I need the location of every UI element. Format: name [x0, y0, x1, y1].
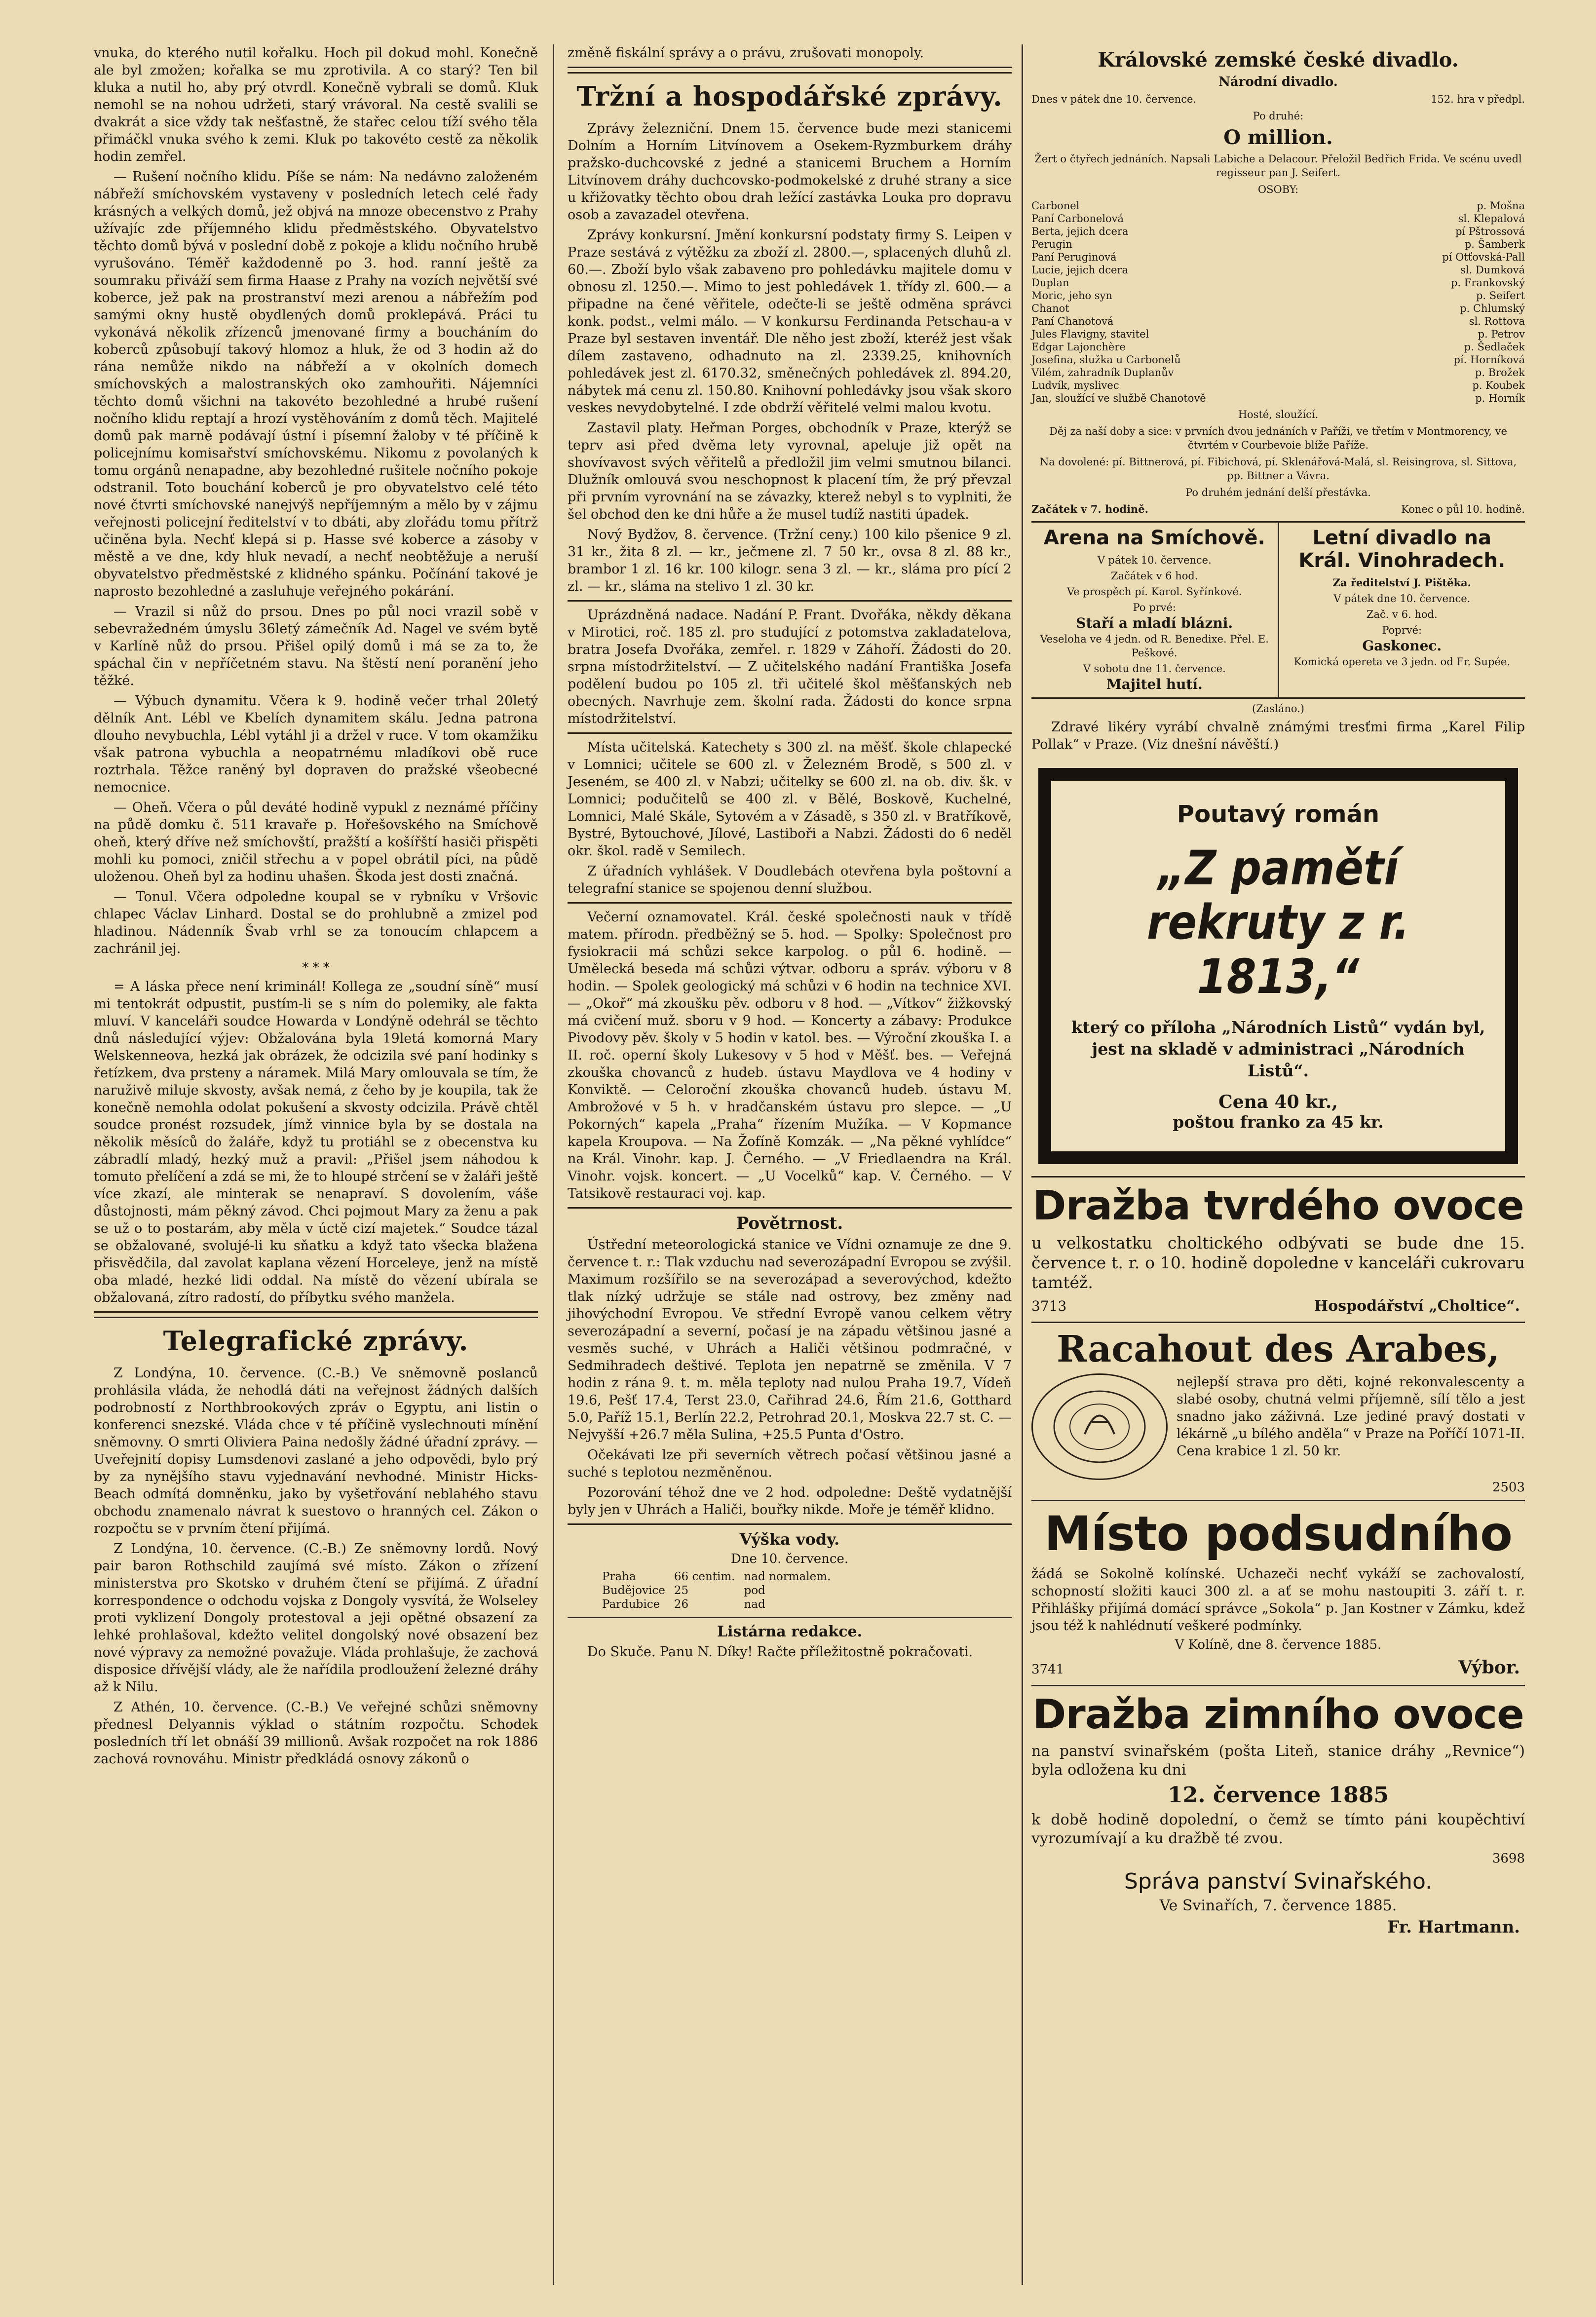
- water-table: [597, 1569, 836, 1612]
- evening-announcements: Večerní oznamovatel. Král. české společnosti nauk v třídě matem. přírodn. předběžný se 5. hod. — Spolky: Společnost pro fysiokracii má schůzi sekce karpolog. o půl 6. hodině. — Umělecká beseda má schůzi výtvar. odboru a správ. výboru v 8 hodin. — Spolek geologický má schůzi v 6 hodin na technice XVI. — „Okoř“ má zkoušku pěv. odboru v 8 hod. — „Vítkov“ žižkovský má cvičení muž. sboru v 9 hod. — Koncerty a zábavy: Produkce Pivodovy pěv. školy v 5 hodin v katol. bes. — Výroční zkouška I. a II. roč. operní školy Lukesovy v 5 hod v Měšť. bes. — Veřejná zkouška chovanců z hudeb. ústavu Maydlova ve 4 hodiny v Konviktě. — Celoroční zkouška chovanců hudeb. ústavu M. Ambrožové v 5 h. v hradčanském ústavu pro slepce. — „U Pokorných“ kapela „Praha“ řízením Mužíka. — V Kopmance kapela Kroupova. — Na Žofíně Komzák. — „Na pěkné vyhlídce“ na Král. Vinohr. kap. J. Černého. — „V Friedlaendra na Král. Vinohr. vojsk. koncert. — „U Vocelků“ kap. V. Černého. — V Tatsikově restauraci voj. kap.: [568, 910, 1012, 1201]
- telegraph-london-2: Z Londýna, 10. července. (C.-B.) Ze sněmovny lordů. Nový pair baron Rothschild zaujímá své místo. Zákon o zřízení ministerstva pro Skotsko v druhém čtení se přijímá. Z úřadní korrespondence o odchodu vojska z Dongoly vysvítá, že Wolseley proti vyklizení Dongoly protestoval a jeji opětné obsazení za lehké prohlašoval, kdežto velitel dongolský nové obsazení bez nové výpravy za nemožné považuje. Vláda prohlašuje, že zachová disposice dřívější vlády, ale že nařídila prodloužení železné dráhy až k Nilu.: [94, 1541, 538, 1695]
- fruit-auction-footer: [1031, 1295, 1525, 1317]
- cast-role: Paní Peruginová: [1031, 251, 1117, 263]
- letni-line: V pátek dne 10. července.: [1333, 593, 1471, 605]
- list-item: [1031, 264, 1525, 276]
- column-middle: [568, 44, 1012, 1664]
- list-item: [1031, 289, 1525, 302]
- weather-title: Povětrnost.: [736, 1214, 843, 1233]
- cast-actor: p. Šedlaček: [1464, 341, 1525, 353]
- theatre-intermission: Po druhém jednání delší přestávka.: [1185, 487, 1371, 498]
- letters-text: Do Skuče. Panu N. Díky! Račte příležitostně pokračovati.: [587, 1644, 973, 1660]
- theatre-cast-title: OSOBY:: [1257, 184, 1299, 195]
- column-left: [94, 44, 538, 1771]
- cellar-ad-footer: [1031, 1655, 1525, 1680]
- rule: [568, 600, 1012, 602]
- ad-number: 3741: [1031, 1662, 1064, 1677]
- cellar-ad-title: Místo podsudního: [1044, 1506, 1512, 1561]
- list-item: [1031, 341, 1525, 353]
- cellar-ad-place: V Kolíně, dne 8. července 1885.: [1175, 1637, 1382, 1652]
- theatre-premiere: Po druhé:: [1253, 110, 1304, 122]
- newspaper-page: [94, 44, 1525, 2285]
- winter-auction-signature: Fr. Hartmann.: [1387, 1917, 1520, 1937]
- theatre-start: Začátek v 7. hodině.: [1031, 503, 1148, 515]
- water-date: Dne 10. července.: [730, 1552, 849, 1566]
- weather-forecast: Očekávati lze při severních větrech počasí většinou jasné a suché s teplotou nezměněnou.: [568, 1447, 1012, 1480]
- water-value: 25: [674, 1584, 689, 1597]
- article-knife: — Vrazil si nůž do prsou. Dnes po půl noci vrazil sobě v sebevražedném úmyslu 36letý zámečník Ad. Nagel ve svém bytě v Karlíně nůž do prsou. Přišel opilý domů i má se za to, že spáchal čin v nepříčetném stavu. Na štěstí není poranění jeho těžké.: [94, 604, 538, 688]
- telegraph-athens: Z Athén, 10. července. (C.-B.) Ve veřejné schůzi sněmovny přednesl Delyannis výklad o státním rozpočtu. Schodek posledních tří let obnáší 39 millionů. Avšak rozpočet na rok 1886 zachová rovnováhu. Ministr předkládá osnovy zákonů o: [94, 1700, 538, 1767]
- water-place: Budějovice: [602, 1584, 665, 1597]
- telegraph-title: Telegrafické zprávy.: [163, 1325, 469, 1357]
- arena-play: Majitel hutí.: [1106, 676, 1203, 692]
- theatre-subtitle: Národní divadlo.: [1218, 75, 1338, 89]
- cast-actor: sl. Klepalová: [1458, 213, 1525, 225]
- theatre-leave: Na dovolené: pí. Bittnerová, pí. Fibichová, pí. Sklenářová-Malá, sl. Reisingrova, sl. Sittova, pp. Bittner a Vávra.: [1039, 456, 1517, 482]
- theatre-title: Královské zemské české divadlo.: [1098, 48, 1459, 72]
- cellar-ad-text: žádá se Sokolně kolínské. Uchazeči nechť vykáží se zachovalostí, schopností složiti kauci 300 zl. a ať se mohu nastoupiti 3. září t. r. Přihlášky přijímá domácí správce „Sokola“ p. Jan Kostner v Zámku, kdež jsou též k nahlédnutí veškeré podmínky.: [1031, 1566, 1525, 1633]
- article-drowning: — Tonul. Včera odpoledne koupal se v rybníku v Vršovic chlapec Václav Linhard. Dostal se do prohlubně a zmizel pod hladinou. Nádenník Švab vrhl se za tonoucím chlapcem a zachránil jej.: [94, 889, 538, 956]
- list-item: [1031, 328, 1525, 341]
- column-rule: [1022, 44, 1023, 2285]
- cast-actor: p. Chlumský: [1460, 303, 1525, 314]
- article-dynamite: — Výbuch dynamitu. Včera k 9. hodině večer trhal 20letý dělník Ant. Lébl ve Kbelích dynamitem skálu. Jedna patrona dlouho nevybuchla, Lébl vytáhl ji a držel v ruce. V tom okamžiku však patrona vybuchla a neopatrnému mladíkovi obě ruce roztrhala. Těžce raněný byl dopraven do pražské všeobecné nemocnice.: [94, 693, 538, 795]
- water-note: nad normalem.: [744, 1570, 831, 1583]
- letni-play: Gaskonec.: [1362, 638, 1442, 654]
- water-place: Praha: [602, 1570, 636, 1583]
- cast-role: Perugin: [1031, 238, 1072, 250]
- water-title: Výška vody.: [739, 1530, 840, 1549]
- theatre-number: 152. hra v předpl.: [1431, 93, 1525, 105]
- cast-actor: pí Otťovská-Pall: [1442, 251, 1525, 263]
- market-payments: Zastavil platy. Heřman Porges, obchodník v Praze, kterýž se teprv asi před dvěma lety vyrovnal, apeluje již opět na shovívavost svých věřitelů a předložil jim velmi smutnou bilanci. Dlužník omlouvá svou neschopnost k placení tím, že prý převzal při prvním vyrovnání na se závazky, kterež nebyl s to vyplniti, že šel obchod den ke dni hůře a že musel tudíž nastiti úpadek.: [568, 420, 1012, 522]
- arena-line: Ve prospěch pí. Karol. Syřínkové.: [1067, 586, 1242, 598]
- cast-actor: p. Šamberk: [1464, 238, 1525, 250]
- list-item: [1031, 212, 1525, 225]
- cast-actor: p. Seifert: [1476, 290, 1525, 302]
- teacher-positions: Místa učitelská. Katechety s 300 zl. na měšť. škole chlapecké v Lomnici; učitele se 600 zl. v Železném Brodě, s 500 zl. v Jeseném, se 400 zl. v Nabzi; učitelky se 600 zl. na ob. div. šk. v Lomnici; podučitelů se 400 zl. v Bělé, Boskově, Kuchelné, Lomnici, Malé Skále, Sytovém a v Zásadě, s 350 zl. v Bratříkově, Bystré, Bytouchové, Jílové, Lastiboři a Nabzi. Žádosti do 6 neděl okr. škol. radě v Semilech.: [568, 740, 1012, 859]
- theatre-setting: Děj za naší doby a sice: v prvních dvou jednáních v Paříži, ve třetím v Montmorency, ve čtvrtém v Courbevoie blíže Paříže.: [1049, 425, 1507, 451]
- arena-line: Začátek v 6 hod.: [1110, 570, 1198, 582]
- rule: [568, 732, 1012, 734]
- rule: [568, 1617, 1012, 1618]
- list-item: [1031, 366, 1525, 379]
- fruit-auction-text: u velkostatku choltického odbývati se bude dne 15. července t. r. o 10. hodině dopoledne v kanceláři cukrovaru tamtéž.: [1031, 1233, 1525, 1292]
- arena-play: Staří a mladí blázni.: [1076, 615, 1233, 631]
- cast-role: Berta, jejich dcera: [1031, 226, 1129, 237]
- letni-line: Poprvé:: [1382, 624, 1422, 636]
- arena-line: V pátek 10. července.: [1097, 554, 1212, 566]
- cast-actor: sl. Rottova: [1469, 315, 1525, 327]
- list-item: [1031, 379, 1525, 392]
- theatre-end: Konec o půl 10. hodině.: [1401, 503, 1525, 515]
- letni-line: Komická opereta ve 3 jedn. od Fr. Supée.: [1293, 656, 1510, 668]
- market-bankruptcy: Zprávy konkursní. Jmění konkursní podstaty firmy S. Leipen v Praze sestává z výtěžku za zboží zl. 2800.—, splacených dluhů zl. 60.—. Zboží bylo však zabaveno pro pohledávku majitele domu v obnosu zl. 1250.—. Mimo to jest pohledávek 1. třídy zl. 600.— a připadne na čené věřitele, odečte-li se ještě odměna správci konk. podst., velmi málo. — V konkursu Ferdinanda Petschau-a v Praze byl sestaven inventář. Dle něho jest zboží, kteréž jest však dílem zastaveno, odhadnuto na zl. 2339.25, knihovních pohledávek jest zl. 6170.32, směnečných pohledávek zl. 894.20, nábytek má cenu zl. 150.80. Knihovní pohledávky jsou však skoro veskes nevydobytelné. I zde obdrží věřitelé velmi malou kvotu.: [568, 228, 1012, 416]
- list-item: [1031, 225, 1525, 238]
- article-fire: — Oheň. Včera o půl deváté hodině vypukl z neznámé příčiny na půdě domku č. 511 kravaře p. Hořešovského na Smíchově oheň, který dříve než smíchovští, pražští a košířští hasiči přispěti mohli ku pomoci, zničil střechu a v popel obrátil píci, na půdě uloženou. Oheň byl za hodinu uhašen. Škoda jest dosti značná.: [94, 800, 538, 884]
- cast-role: Edgar Lajonchère: [1031, 341, 1126, 353]
- winter-auction-org: Správa panství Svinařského.: [1124, 1869, 1433, 1894]
- cellar-ad-signature: Výbor.: [1458, 1657, 1520, 1678]
- list-item: [1031, 199, 1525, 212]
- table-row: [598, 1570, 835, 1583]
- cast-actor: p. Mošna: [1477, 200, 1525, 212]
- cast-role: Vilém, zahradník Duplanův: [1031, 367, 1174, 379]
- theatre-guests: Hosté, sloužící.: [1238, 409, 1319, 420]
- theatre-play: O million.: [1223, 126, 1333, 149]
- theatre-dateline: [1031, 92, 1525, 106]
- article-text: změně fiskální správy a o právu, zrušovati monopoly.: [568, 45, 924, 61]
- cast-role: Paní Chanotová: [1031, 315, 1114, 327]
- cast-role: Lucie, jejich dcera: [1031, 264, 1129, 276]
- cast-actor: p. Horník: [1475, 392, 1525, 404]
- cast-actor: pí. Horníková: [1453, 354, 1525, 366]
- racahout-body: [1031, 1373, 1525, 1480]
- letters-title: Listárna redakce.: [717, 1623, 863, 1640]
- fruit-auction-title: Dražba tvrdého ovoce: [1032, 1182, 1524, 1229]
- arena-title: Arena na Smíchově.: [1043, 527, 1265, 549]
- cast-actor: p. Frankovský: [1450, 277, 1525, 289]
- theatre-times: [1031, 502, 1525, 516]
- list-item: [1031, 251, 1525, 264]
- market-railway: Zprávy železniční. Dnem 15. července bude mezi stanicemi Dolním a Horním Litvínovem a Osekem-Ryzmburkem dráhy pražsko-duchcovské z jedné a stanicemi Bruchem a Horním Litvínovem dráhy duchcovsko-podmokelské z druhé strany a sice u křižovatky těchto obou drah ležící zastávka Louka pro dopravu osob a zavazadel otevřena.: [568, 121, 1012, 223]
- market-title: Tržní a hospodářské zprávy.: [576, 80, 1003, 112]
- water-place: Pardubice: [602, 1598, 660, 1611]
- cast-role: Ludvík, myslivec: [1031, 380, 1119, 391]
- cast-actor: pí Pštrossová: [1455, 226, 1525, 237]
- theatre-date: Dnes v pátek dne 10. července.: [1031, 93, 1197, 105]
- winter-auction-place: Ve Svinařích, 7. července 1885.: [1159, 1897, 1397, 1914]
- rule: [568, 902, 1012, 904]
- cast-role: Duplan: [1031, 277, 1069, 289]
- novel-ad-title: „Z pamětí rekruty z r. 1813,“: [1146, 840, 1410, 1004]
- market-prices: Nový Bydžov, 8. července. (Tržní ceny.) 100 kilo pšenice 9 zl. 31 kr., žita 8 zl. — kr., ječmene zl. 7 50 kr., ovsa 8 zl. 88 kr., brambor 1 zl. 16 kr. 100 kilogr. sena 3 zl. — kr., sláma pro pící 2 zl. — kr., sláma na stelivo 1 zl. 30 kr.: [568, 527, 1012, 594]
- rule: [568, 1523, 1012, 1525]
- arena-box: [1031, 523, 1278, 697]
- section-rule: [568, 67, 1012, 74]
- cast-actor: p. Koubek: [1472, 380, 1525, 391]
- list-item: [1031, 315, 1525, 328]
- cast-role: Chanot: [1031, 303, 1069, 314]
- list-item: [1031, 392, 1525, 405]
- novel-ad: [1038, 768, 1518, 1164]
- ad-number: 2503: [1492, 1480, 1525, 1495]
- novel-ad-price: Cena 40 kr.,: [1218, 1092, 1338, 1112]
- racahout-text: nejlepší strava pro děti, kojné rekonvalescenty a slabé osoby, chutná velmi příjemně, sílí tělo a jest snadno jako záživná. Lze jediné pravý dostati v lékárně „u bílého anděla“ v Praze na Poříčí 1071-II. Cena krabice 1 zl. 50 kr.: [1177, 1374, 1525, 1459]
- water-note: pod: [744, 1584, 765, 1597]
- rule: [1031, 1685, 1525, 1686]
- section-rule: [94, 1311, 538, 1318]
- ad-number: 3713: [1031, 1298, 1067, 1314]
- table-row: [598, 1584, 835, 1597]
- rule: [568, 1207, 1012, 1209]
- article-love: = A láska přece není kriminál! Kollega ze „soudní síně“ musí mi tentokrát odpustit, pustím-li se s ním do polemiky, ale fakta mluví. V kanceláři soudce Howarda v Londýně odehrál se těchto dnů následující výjev: Obžalována byla 19letá komorná Mary Welskenneova, hezká jak obrázek, že odcizila své paní hodinky s řetízkem, dva prsteny a náramek. Milá Mary omlouvala se tím, že naruživě miluje skvosty, avšak nemá, z čeho by je koupila, tak že konečně nemohla odolat pokušení a skvosty odcizila. Právě chtěl soudce pronést rozsudek, jímž vinnice byla by se dostala na několik měsíců do žaláře, když tu protiáhl se z obecenstva ku zábradlí mladý, hezký muž a pravil: „Přišel jsem náhodou k tomuto přelíčení a zdá se mi, že to hloupé strčení se v žaláři ještě více zkazí, ale minterak se nenapraví. S dovolením, váše důstojnosti, mám pěkný závod. Chci pojmout Mary za ženu a pak se už o to postarám, aby měla v úctě cizí majetek.“ Soudce tázal se obžalované, svolujé-li ku sňatku a když tato všecka blažena přisvědčila, dal zavolat kaplana vězení Horceleye, jenž na místě oba mladé, hezké lidi oddal. Na místě do vězení ubírala se obžalovaná, zítro radostí, do příbytku svého manžela.: [94, 979, 538, 1305]
- column-right: [1031, 44, 1525, 1939]
- winter-auction-text-2: k době hodině dopolední, o čemž se tímto páni koupěchtiví vyrozumívají a ku dražbě té zvou.: [1031, 1811, 1525, 1847]
- arena-line: V sobotu dne 11. července.: [1083, 663, 1226, 675]
- foundation-vacancy: Uprázdněná nadace. Nadání P. Frant. Dvořáka, někdy děkana v Mirotici, roč. 185 zl. pro studující z potomstva zakladatelova, bratra Josefa Dvořáka, zemřel. r. 1829 v Záhoří. Žádosti do 20. srpna místodržitelství. — Z učitelského nadání Františka Josefa podělení budou po 105 zl. tři učitelé škol měšťanských neb obecných. Navrhuje zem. školní rada. Žádosti do konce srpna místodržitelství.: [568, 608, 1012, 726]
- water-note: nad: [744, 1598, 765, 1611]
- cast-role: Jan, sloužící ve službě Chanotově: [1031, 392, 1206, 404]
- cast-role: Josefina, služka u Carbonelů: [1031, 354, 1181, 366]
- cast-actor: p. Brožek: [1475, 367, 1525, 379]
- table-row: [598, 1598, 835, 1611]
- water-value: 66 centim.: [674, 1570, 735, 1583]
- winter-auction-date: 12. července 1885: [1168, 1783, 1389, 1808]
- novel-ad-text: který co příloha „Národních Listů“ vydán byl, jest na skladě v administraci „Národních Listů“.: [1071, 1018, 1485, 1080]
- theatre-description: Žert o čtyřech jednáních. Napsali Labiche a Delacour. Přeložil Bedřich Frida. Ve scénu uvedl regisseur pan J. Seifert.: [1034, 153, 1522, 179]
- cast-role: Jules Flavigny, stavitel: [1031, 328, 1149, 340]
- letni-box: [1278, 523, 1525, 697]
- letni-line: Za ředitelství J. Pištěka.: [1332, 576, 1471, 589]
- water-value: 26: [674, 1598, 689, 1611]
- novel-ad-postage: poštou franko za 45 kr.: [1173, 1112, 1384, 1132]
- article-text: vnuka, do kterého nutil kořalku. Hoch pil dokud mohl. Konečně ale byl zmožen; kořalka se mu zprotivila. A co starý? Ten bil kluka a nutil ho, aby prý otvrdl. Konečně vybrali se domů. Kluk nemohl se na nohou udržeti, starý vrávoral. Na cestě svalili se dvakrát a sice vždy tak nešťastně, že stařec celou tíží svého těla přimáčkl vnuka svého k zemi. Kluk po takovéto cestě za několik hodin zemřel.: [94, 45, 538, 164]
- official-notices: Z úřadních vyhlášek. V Doudlebách otevřena byla poštovní a telegrafní stanice se spojenou denní službou.: [568, 864, 1012, 896]
- liker-notice: Zdravé likéry vyrábí chvalně známými tresťmi firma „Karel Filip Pollak“ v Praze. (Viz dnešní návěští.): [1031, 720, 1525, 752]
- list-item: [1031, 353, 1525, 366]
- cast-role: Moric, jeho syn: [1031, 290, 1112, 302]
- cast-role: Carbonel: [1031, 200, 1080, 212]
- column-rule: [553, 44, 554, 2285]
- winter-auction-text: na panství svinařském (pošta Liteň, stanice dráhy „Revnice“) byla odložena ku dni: [1031, 1743, 1525, 1779]
- novel-ad-heading: Poutavý román: [1177, 800, 1380, 828]
- list-item: [1031, 276, 1525, 289]
- winter-auction-title: Dražba zimního ovoce: [1032, 1691, 1524, 1738]
- letni-title: Letní divadlo na Král. Vinohradech.: [1298, 527, 1506, 572]
- ad-number: 3698: [1492, 1851, 1525, 1866]
- arena-line: Po prvé:: [1133, 602, 1176, 613]
- cast-actor: sl. Dumková: [1460, 264, 1525, 276]
- racahout-title: Racahout des Arabes,: [1057, 1328, 1500, 1370]
- cast-list: [1031, 199, 1525, 405]
- rule: [1031, 1322, 1525, 1323]
- cast-role: Paní Carbonelová: [1031, 213, 1124, 225]
- sent-label: (Zasláno.): [1252, 703, 1304, 715]
- list-item: [1031, 238, 1525, 251]
- article-noise: — Rušení nočního klidu. Píše se nám: Na nedávno založeném nábřeží smíchovském vystaveny v posledních letech celé řady krásných a velkých domů, jež objvá na mnoze obecenstvo z Prahy užívajíc zde příjemného klidu předměstského. Obyvatelstvo těchto domů bývá v poslední době z pokoje a klidu nočního hrubě vyrušováno. Téměř každodenně po 3. hod. ranní ještě za soumraku přiváží sem firma Haase z Prahy na vozích největší své koberce, jež pak na prostranství mezi arenou a nábřežím pod samými okny hustě obydlených domů proklepává. Práci tu vykonává několik zřízenců jmenované firmy a boucháním do koberců způsobují takový hlomoz a hluk, že od 3 hodin až do rána nemůže nikdo na nábřeží a v okolních domech smíchovských a malostranských oko zamhouřiti. Nájemníci těchto domů všichni na takovéto bezohledné a hrubé rušení nočního klidu reptají a hrozí vystěhováním z domů těch. Majitelé domů pak marně podávají ústní i písemní žaloby v té příčině k policejnímu komisařství smíchovskému. Nikomu z povolaných k tomu orgánů nenapadne, aby bezohledné rušitele nočního pokoje odstranil. Toto bouchání koberců je pro obyvatelstvo celé této nové čtvrti smíchovské nanejvýš nepříjemným a mělo by v zájmu veřejnosti policejní ředitelství v to dbáti, aby zlořádu tomu přítrž učiněna byla. Nechť klepá si p. Hasse své koberce a zásoby v městě a ve dne, kdy hluk nevadí, a nechť neobtěžuje a neruší obyvatelstvo předměstské z klidného spánku. Počínání takové je naprosto bezohledné a zasluhuje veřejného pokárání.: [94, 169, 538, 599]
- theatre-boxes: [1031, 521, 1525, 699]
- telegraph-london-1: Z Londýna, 10. července. (C.-B.) Ve sněmovně poslanců prohlásila vláda, že nehodlá dáti na veřejnost žádných dalších podrobností z Northbrookových zpráv o Egyptu, ani listin o konferenci snezské. Vláda chce v té příčině vyslechnouti mínění sněmovny. O smrti Oliviera Paina nedošly žádné úřadní zprávy. — Uveřejnití dopisy Lumsdenovi zaslané a jeho odpovědi, bylo prý by za nynějšího stavu vyjednavání nevhodné. Ministr Hicks-Beach odmítá domněnku, jako by vyšetřování neblahého stavu obchodu znamenalo návrat k suestovo o hranných cel. Zákon o rozpočtu se v prvním čtení přijímá.: [94, 1366, 538, 1536]
- arena-line: Veseloha ve 4 jedn. od R. Benedixe. Přel. E. Peškové.: [1040, 633, 1269, 659]
- racahout-logo-icon: [1031, 1373, 1168, 1480]
- weather-report: Ústřední meteorologická stanice ve Vídni oznamuje ze dne 9. července t. r.: Tlak vzduchu nad severozápadní Evropou se zvýšil. Maximum rozšířilo se na severozápad a severovýchod, kdežto tlak nízký udržuje se stále nad ostrovy, bez změny nad jihovýchodní Evropou. Ve střední Evropě vanou celkem větry severozápadní a severní, počasí je na západu většinou jasné a vesměs suché, v Uhrách a Haliči většinou podmračné, v Sedmihradech deštivé. Teplota jen nepatrně se změnila. V 7 hodin z rána 9. t. m. měla teploty nad nulou Praha 19.7, Vídeň 19.6, Pešť 17.4, Terst 23.0, Cařihrad 24.6, Řím 21.6, Gotthard 5.0, Paříž 15.1, Berlín 22.2, Petrohrad 20.1, Moskva 22.7 st. C. — Nejvyšší +26.7 měla Sulina, +25.5 Punta d'Ostro.: [568, 1237, 1012, 1443]
- letni-line: Zač. v 6. hod.: [1366, 608, 1438, 620]
- cast-actor: p. Petrov: [1478, 328, 1525, 340]
- list-item: [1031, 302, 1525, 315]
- fruit-auction-signature: Hospodářství „Choltice“.: [1314, 1297, 1520, 1315]
- rule: [1031, 1500, 1525, 1501]
- rule: [1031, 1176, 1525, 1177]
- separator-stars: * * *: [302, 960, 330, 975]
- weather-observation: Pozorování téhož dne ve 2 hod. odpoledne: Deště vydatnější byly jen v Uhrách a Haliči, bouřky nikde. Moře je téměř klidno.: [568, 1485, 1012, 1518]
